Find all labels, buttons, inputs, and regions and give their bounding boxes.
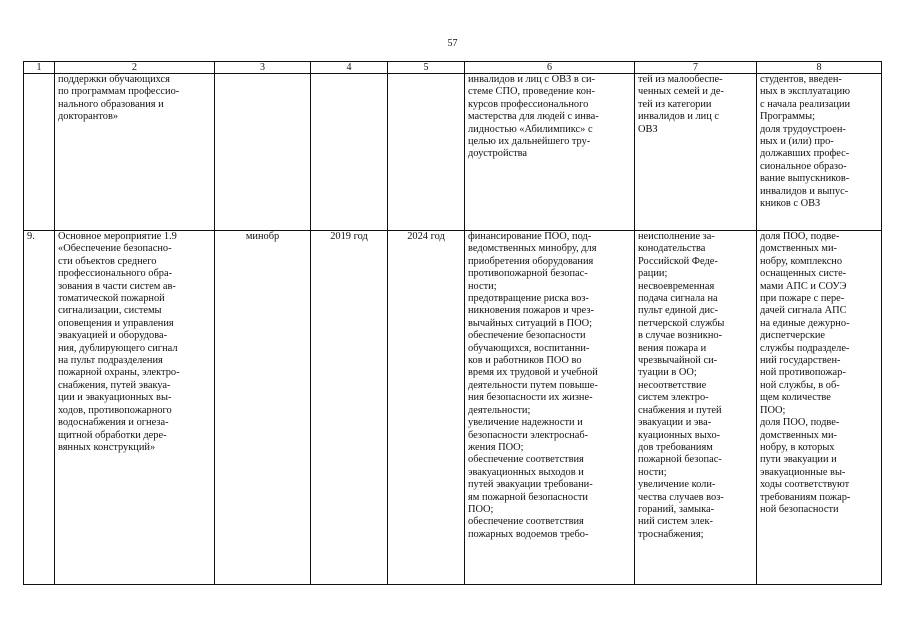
text-line: ния безопасности их жизне- — [468, 392, 593, 404]
text-line: обеспечение безопасности — [468, 330, 586, 342]
text-line: троснабжения; — [638, 528, 704, 540]
text-line: жения ПОО; — [468, 441, 524, 453]
text-line: вянных конструкций» — [58, 441, 156, 453]
consequences-cell — [635, 74, 757, 231]
text-line: службы подразделе- — [760, 342, 850, 354]
text-line: доля ПОО, подве- — [760, 417, 840, 429]
text-line: инвалидов и лиц с ОВЗ в си- — [468, 74, 595, 85]
text-line: несоответствие — [638, 379, 707, 391]
text-line: требованиям пожар- — [760, 491, 851, 503]
text-line: ходы соответствуют — [760, 479, 850, 491]
row-number-cell — [24, 74, 55, 231]
text-line: стеме СПО, проведение кон- — [468, 86, 595, 98]
expected-result-cell — [465, 231, 635, 585]
text-line: зования в части систем ав- — [58, 280, 176, 292]
text-line: эвакуационных выходов и — [468, 466, 584, 478]
text-line: Программы; — [760, 111, 815, 123]
text-line: ности; — [468, 280, 497, 292]
end-year-cell — [388, 74, 465, 231]
text-line: кников с ОВЗ — [760, 198, 821, 210]
text-line: эвакуационные вы- — [760, 466, 846, 478]
text-line: неисполнение за- — [638, 231, 715, 242]
text-line: домственных ми- — [760, 243, 837, 255]
header-cell: 3 — [215, 62, 311, 74]
text-line: Российской Феде- — [638, 255, 718, 267]
text-line: курсов профессионального — [468, 98, 589, 110]
text-line: водоснабжения и огнеза- — [58, 417, 169, 429]
text-line: дачей сигнала АПС — [760, 305, 847, 317]
text-line: тей из малообеспе- — [638, 74, 723, 85]
text-line: куационных выхо- — [638, 429, 721, 441]
text-line: снабжения и путей — [638, 404, 722, 416]
text-line: мастерства для людей с инва- — [468, 111, 599, 123]
text-line: предотвращение риска воз- — [468, 293, 589, 305]
text-line: чрезвычайной си- — [638, 355, 718, 367]
program-table — [23, 61, 882, 585]
text-line: целью их дальнейшего тру- — [468, 136, 591, 148]
text-line: эвакуации и эва- — [638, 417, 712, 429]
text-line: время их трудовой и учебной — [468, 367, 598, 379]
text-line: на единые дежурно- — [760, 317, 850, 329]
table-row — [24, 74, 882, 231]
text-line: пожарных водоемов требо- — [468, 528, 589, 540]
table-row — [24, 231, 882, 585]
text-line: вание выпускников- — [760, 173, 850, 185]
text-line: сти объектов среднего — [58, 255, 157, 267]
text-line: пульт единой дис- — [638, 305, 719, 317]
text-line: по программам профессио- — [58, 86, 180, 98]
text-line: ведомственных минобру, для — [468, 243, 597, 255]
text-line: петчерской службы — [638, 317, 725, 329]
text-line: увеличение коли- — [638, 479, 716, 491]
text-line: доустройства — [468, 148, 528, 160]
text-line: докторантов» — [58, 111, 119, 123]
text-line: ных в эксплуатацию — [760, 86, 851, 98]
header-cell: 8 — [757, 62, 882, 74]
header-cell: 6 — [465, 62, 635, 74]
text-line: при пожаре с пере- — [760, 293, 845, 305]
text-line: с начала реализации — [760, 98, 851, 110]
text-line: оповещения и управления — [58, 317, 174, 329]
text-line: увеличение надежности и — [468, 417, 583, 429]
text-line: ной противопожар- — [760, 367, 846, 379]
text-line: дов требованиям — [638, 441, 713, 453]
text-line: щитной обработки дере- — [58, 429, 167, 441]
expected-result-cell — [465, 74, 635, 231]
text-line: вычайных ситуаций в ПОО; — [468, 317, 593, 329]
text-line: обеспечение соответствия — [468, 516, 584, 528]
text-line: мами АПС и СОУЭ — [760, 280, 847, 292]
text-line: на пульт подразделения — [58, 355, 163, 367]
text-line: профессионального обра- — [58, 268, 173, 280]
text-line: Основное мероприятие 1.9 — [58, 231, 177, 242]
header-row — [24, 62, 882, 74]
header-cell: 5 — [388, 62, 465, 74]
measure-cell — [55, 74, 215, 231]
text-line: эвакуацией и оборудова- — [58, 330, 168, 342]
header-cell: 4 — [311, 62, 388, 74]
text-line: нального образования и — [58, 98, 164, 110]
text-line: ям пожарной безопасности — [468, 491, 588, 503]
text-line: вения пожара и — [638, 342, 707, 354]
text-line: оснащенных систе- — [760, 268, 847, 280]
text-line: пути эвакуации и — [760, 454, 837, 466]
executor-cell: минобр — [215, 231, 311, 585]
page-number: 57 — [447, 38, 458, 49]
row-number-cell: 9. — [24, 231, 55, 585]
text-line: чества случаев воз- — [638, 491, 724, 503]
text-line: систем электро- — [638, 392, 709, 404]
text-line: сигнализации, системы — [58, 305, 162, 317]
consequences-cell — [635, 231, 757, 585]
text-line: студентов, введен- — [760, 74, 842, 85]
header-cell: 2 — [55, 62, 215, 74]
text-line: рации; — [638, 268, 668, 280]
text-line: ной безопасности — [760, 503, 839, 515]
text-line: ных и (или) про- — [760, 136, 834, 148]
text-line: доля ПОО, подве- — [760, 231, 840, 242]
text-line: подача сигнала на — [638, 293, 718, 305]
text-line: обучающихся, воспитанни- — [468, 342, 590, 354]
text-line: нобру, в которых — [760, 441, 835, 453]
text-line: ний государствен- — [760, 355, 841, 367]
text-line: ния, дублирующего сигнал — [58, 342, 178, 354]
start-year-cell — [311, 74, 388, 231]
text-line: доля трудоустроен- — [760, 123, 846, 135]
text-line: инвалидов и выпус- — [760, 185, 849, 197]
text-line: финансирование ПОО, под- — [468, 231, 592, 242]
text-line: ходов, противопожарного — [58, 404, 172, 416]
text-line: конодательства — [638, 243, 706, 255]
text-line: ПОО; — [468, 503, 494, 515]
text-line: должавших профес- — [760, 148, 850, 160]
text-line: несвоевременная — [638, 280, 715, 292]
text-line: ной службы, в об- — [760, 379, 840, 391]
start-year-cell: 2019 год — [311, 231, 388, 585]
text-line: тей из категории — [638, 98, 712, 110]
text-line: томатической пожарной — [58, 293, 165, 305]
text-line: никновения пожаров и чрез- — [468, 305, 594, 317]
text-line: домственных ми- — [760, 429, 837, 441]
indicators-cell — [757, 231, 882, 585]
text-line: деятельности путем повыше- — [468, 379, 598, 391]
indicators-cell — [757, 74, 882, 231]
text-line: противопожарной безопас- — [468, 268, 588, 280]
text-line: лидностью «Абилимпикс» с — [468, 123, 593, 135]
measure-cell — [55, 231, 215, 585]
text-line: путей эвакуации требовани- — [468, 479, 593, 491]
text-line: обеспечение соответствия — [468, 454, 584, 466]
text-line: снабжения, путей эвакуа- — [58, 379, 171, 391]
text-line: нобру, комплексно — [760, 255, 843, 267]
text-line: ОВЗ — [638, 123, 658, 135]
text-line: в случае возникно- — [638, 330, 723, 342]
text-line: ков и работников ПОО во — [468, 355, 582, 367]
text-line: гораний, замыка- — [638, 503, 715, 515]
header-cell: 7 — [635, 62, 757, 74]
text-line: пожарной безопас- — [638, 454, 722, 466]
text-line: инвалидов и лиц с — [638, 111, 719, 123]
text-line: сиональное образо- — [760, 160, 847, 172]
text-line: ний систем элек- — [638, 516, 713, 528]
text-line: поддержки обучающихся — [58, 74, 170, 85]
text-line: деятельности; — [468, 404, 531, 416]
text-line: пожарной охраны, электро- — [58, 367, 180, 379]
text-line: безопасности электроснаб- — [468, 429, 589, 441]
text-line: ности; — [638, 466, 667, 478]
text-line: «Обеспечение безопасно- — [58, 243, 172, 255]
text-line: ции и эвакуационных вы- — [58, 392, 172, 404]
text-line: диспетчерские — [760, 330, 826, 342]
end-year-cell: 2024 год — [388, 231, 465, 585]
executor-cell — [215, 74, 311, 231]
text-line: приобретения оборудования — [468, 255, 594, 267]
text-line: туации в ОО; — [638, 367, 697, 379]
text-line: ПОО; — [760, 404, 786, 416]
text-line: ченных семей и де- — [638, 86, 724, 98]
header-cell: 1 — [24, 62, 55, 74]
text-line: щем количестве — [760, 392, 831, 404]
